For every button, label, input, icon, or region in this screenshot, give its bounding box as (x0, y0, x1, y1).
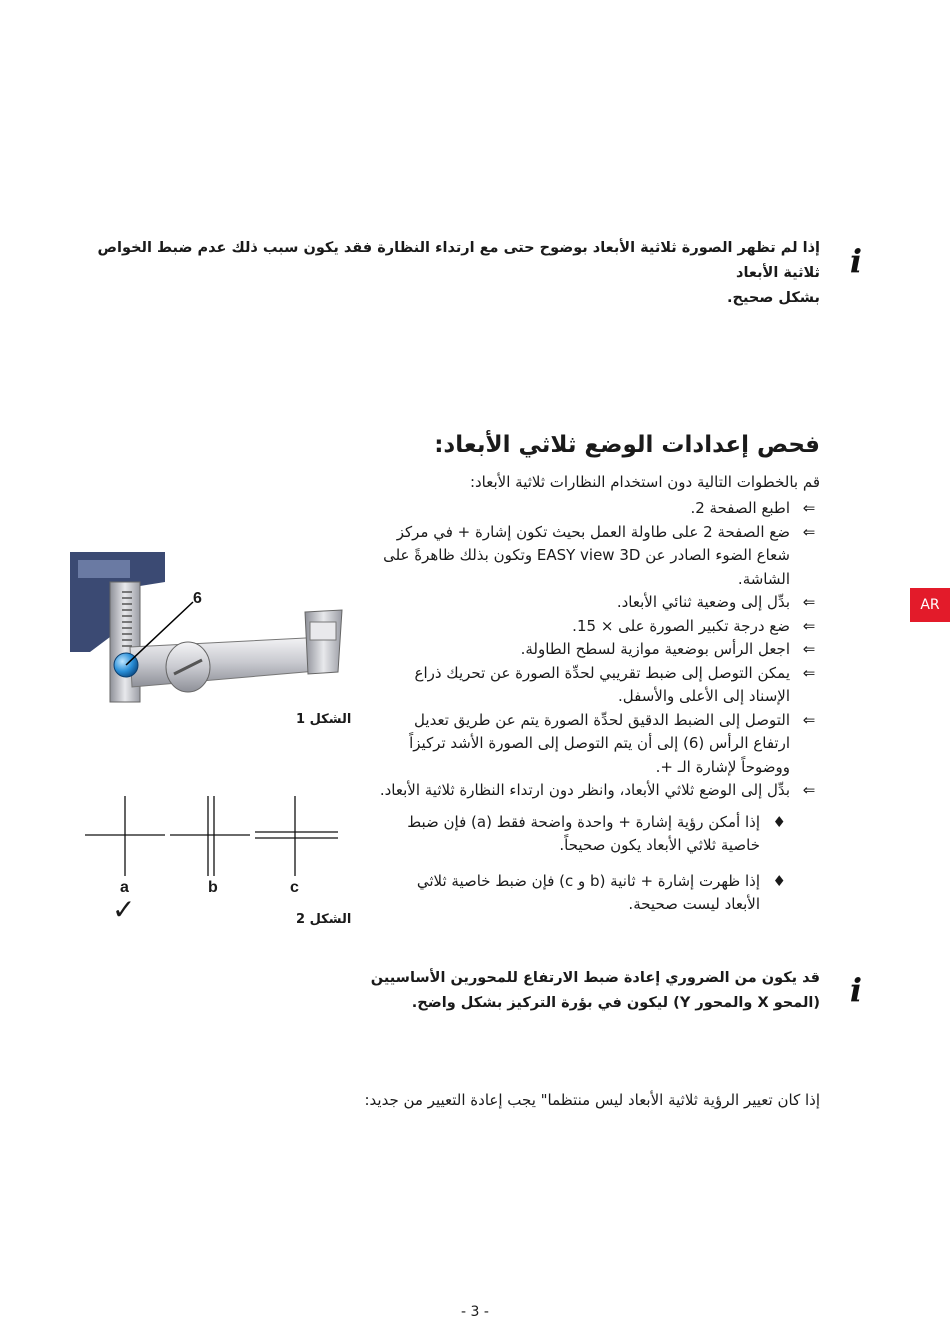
step-item: ⇐ اطبع الصفحة 2. (378, 497, 820, 521)
bullet-item: ♦ إذا ظهرت إشارة + ثانية (b و c) فإن ضبط خاصية ثلاثي الأبعاد ليست صحيحة. (416, 871, 786, 913)
arrow-left-icon: ⇐ (802, 499, 816, 517)
figure-2-label-a: a (120, 879, 129, 896)
section-intro: قم بالخطوات التالية دون استخدام النظارات ثلاثية الأبعاد: (469, 473, 820, 491)
note-axis-height (300, 966, 820, 1016)
figure-1-callout-label: 6 (193, 590, 202, 607)
note-line-2: (المحو X والمحور Y) ليكون في بؤرة التركيز بشكل واضح. (411, 995, 820, 1011)
diamond-bullet-icon: ♦ (772, 812, 786, 831)
steps-list (378, 497, 820, 929)
recalibration-text: إذا كان تعيير الرؤية ثلاثية الأبعاد ليس منتظما" يجب إعادة التعيير من جديد: (364, 1091, 820, 1109)
note-3d-not-clear (70, 236, 820, 311)
arrow-left-icon: ⇐ (802, 710, 816, 729)
figure-2-caption: الشكل 2 (296, 912, 352, 927)
note-line-1: إذا لم تظهر الصورة ثلاثية الأبعاد بوضوح حتى مع ارتداء النظارة فقد يكون سبب ذلك عدم ضبط الخواص ثلاثية الأبعاد (97, 240, 820, 281)
result-bullets (378, 811, 790, 917)
check-mark-icon: ✓ (112, 893, 136, 926)
arrow-left-icon: ⇐ (802, 593, 816, 611)
figure-1-caption: الشكل 1 (296, 712, 352, 727)
step-item: ⇐ بدِّل إلى وضعية ثنائي الأبعاد. (378, 591, 820, 615)
step-item: ⇐ ضع الصفحة 2 على طاولة العمل بحيث تكون إشارة + في مركز شعاع الضوء الصادر عن EASY view 3D وتكون بذلك ظاهرةً على الشاشة. (378, 521, 820, 592)
info-icon: i (849, 971, 863, 1009)
bullet-item: ♦ إذا أمكن رؤية إشارة + واحدة واضحة فقط (a) فإن ضبط خاصية ثلاثي الأبعاد يكون صحيحاً. (407, 812, 786, 854)
language-tab: AR (910, 588, 950, 622)
figure-2-crosshairs (80, 790, 350, 886)
step-item: ⇐ التوصل إلى الضبط الدقيق لحدِّة الصورة يتم عن طريق تعديل ارتفاع الرأس (6) إلى أن يتم التوصل إلى الصورة الأشد تركيزاً ووضوحاً لإشارة الـ +. (378, 709, 820, 780)
section-heading: فحص إعدادات الوضع ثلاثي الأبعاد: (434, 432, 820, 458)
figure-2-label-c: c (290, 879, 299, 896)
note-line-2: بشكل صحيح. (727, 290, 820, 306)
step-item: ⇐ بدِّل إلى الوضع ثلاثي الأبعاد، وانظر دون ارتداء النظارة ثلاثية الأبعاد. ♦ إذا أمكن رؤية إشارة + واحدة واضحة فقط (a) فإن ضبط خاصية ثلاثي الأبعاد يكون صحيحاً. ♦ إذا ظهرت إشارة + ثانية (b و c) فإن ضبط خاصية ثلاثي الأبعاد ليست صحيحة. (378, 779, 820, 917)
diamond-bullet-icon: ♦ (772, 871, 786, 890)
note-line-1: قد يكون من الضروري إعادة ضبط الارتفاع للمحورين الأساسيين (370, 970, 820, 986)
arrow-left-icon: ⇐ (802, 663, 816, 682)
arrow-left-icon: ⇐ (802, 781, 816, 799)
arrow-left-icon: ⇐ (802, 640, 816, 658)
page-number: - 3 - (461, 1304, 489, 1320)
step-item: ⇐ ضع درجة تكبير الصورة على × 15. (378, 615, 820, 639)
figure-1-device-illustration (70, 552, 350, 712)
info-icon: i (849, 242, 863, 280)
figure-2-label-b: b (208, 879, 218, 896)
arrow-left-icon: ⇐ (802, 522, 816, 541)
step-item: ⇐ يمكن التوصل إلى ضبط تقريبي لحدِّة الصورة عن تحريك ذراع الإسناد إلى الأعلى والأسفل. (378, 662, 820, 709)
step-item: ⇐ اجعل الرأس بوضعية موازية لسطح الطاولة. (378, 638, 820, 662)
arrow-left-icon: ⇐ (802, 616, 816, 635)
